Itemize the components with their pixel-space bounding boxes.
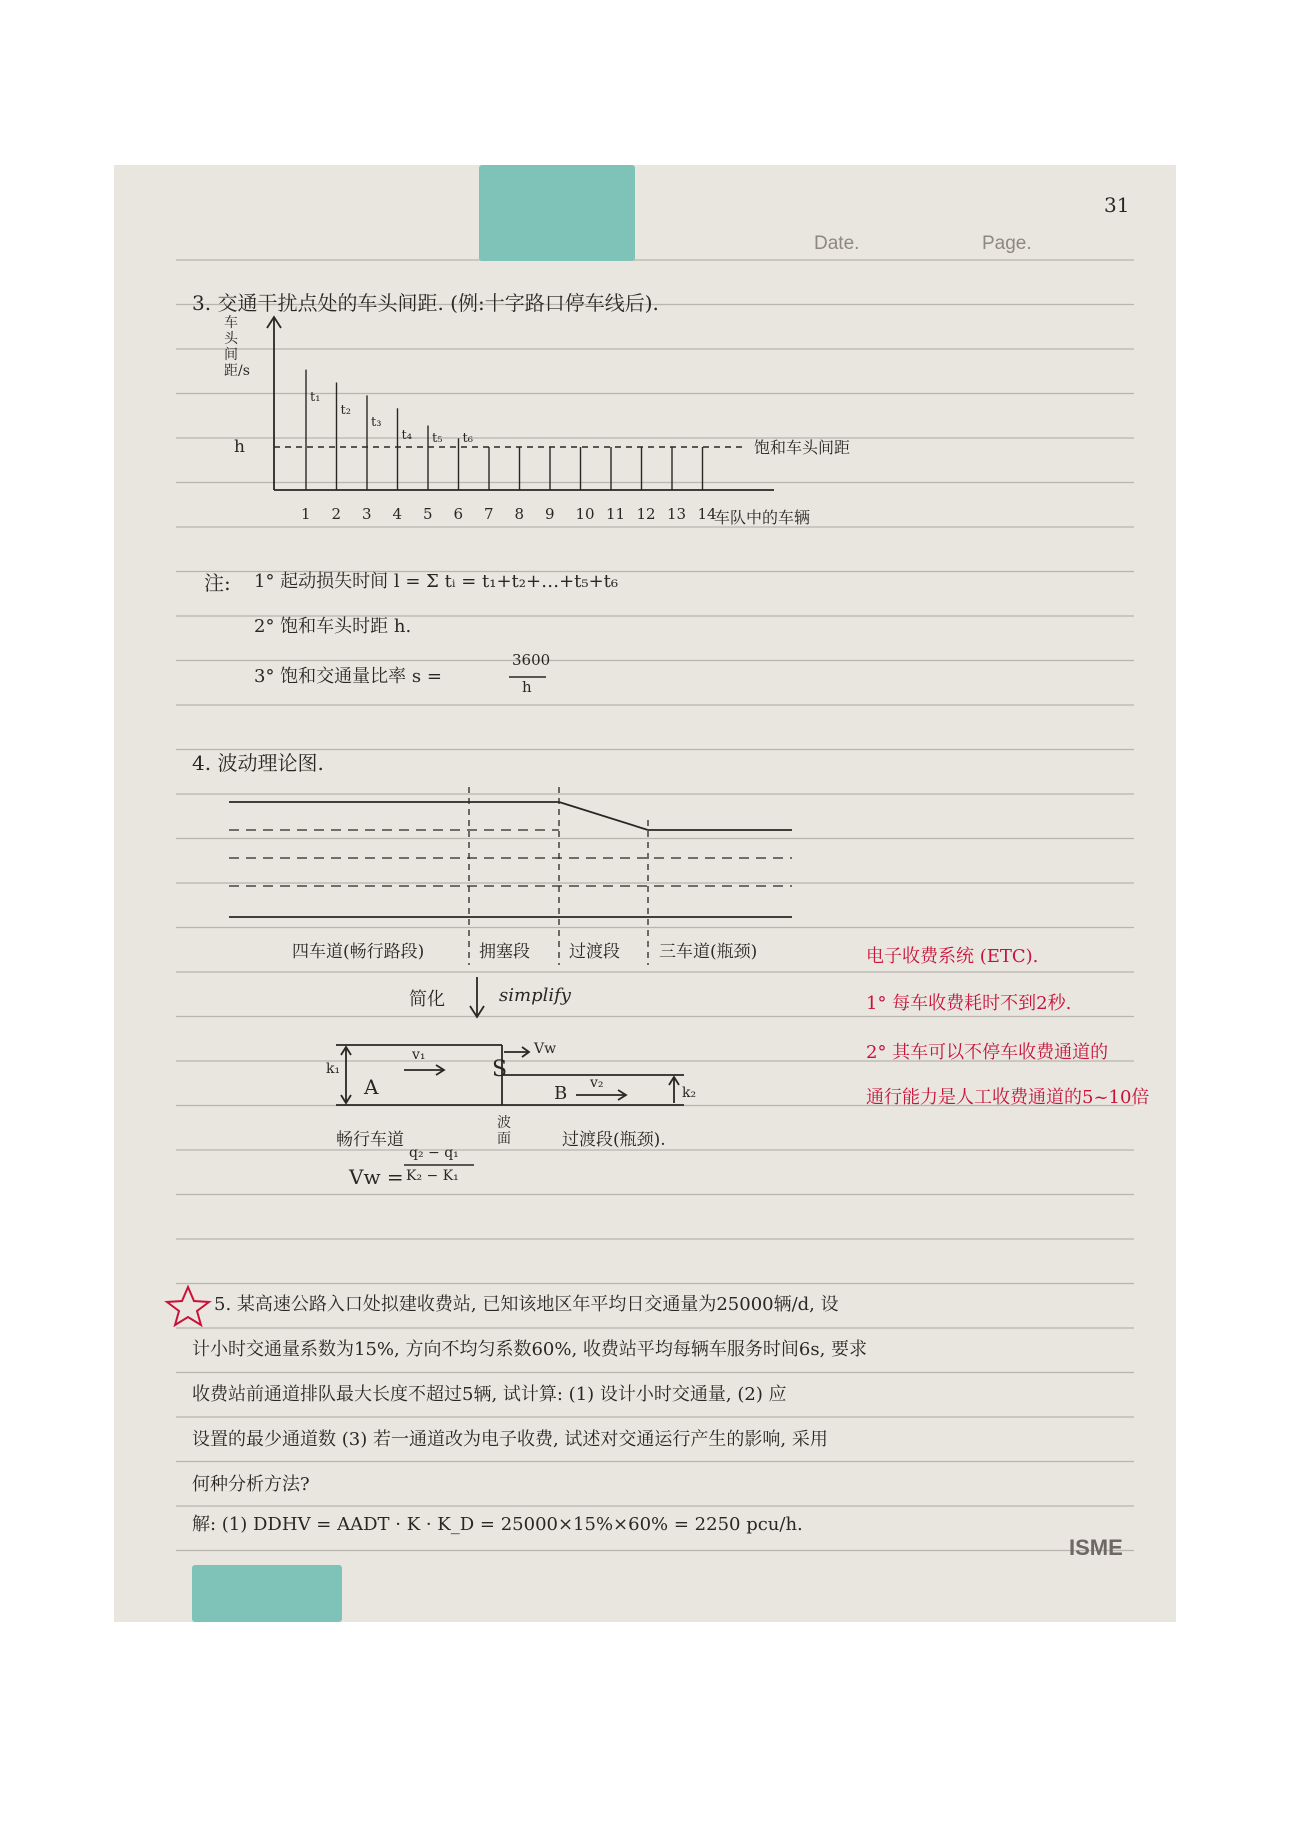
- simplify-cn: 简化: [409, 989, 445, 1010]
- segment-transition: 过渡段: [569, 942, 620, 962]
- star-marker: [167, 1287, 209, 1325]
- x-tick-3: 3: [362, 505, 372, 523]
- segment-four-lane: 四车道(畅行路段): [292, 942, 425, 962]
- x-tick-12: 12: [636, 505, 656, 523]
- vw-label: Vw: [534, 1041, 557, 1057]
- x-tick-1: 1: [301, 505, 311, 523]
- x-tick-13: 13: [667, 505, 687, 523]
- x-tick-11: 11: [606, 505, 626, 523]
- v2-label: v₂: [590, 1075, 604, 1091]
- section4-title: 4. 波动理论图.: [192, 751, 324, 775]
- t-label-4: t₄: [401, 428, 412, 444]
- note-1: 1° 起动损失时间 l = Σ tᵢ = t₁+t₂+…+t₅+t₆: [254, 571, 619, 592]
- binder-clip-bottom: [192, 1565, 342, 1622]
- caption-wave-front: 波面: [497, 1115, 511, 1147]
- k1-label: k₁: [326, 1061, 341, 1077]
- vw-formula-lhs: Vw =: [349, 1165, 404, 1189]
- y-axis-label: 车头间距/s: [224, 315, 250, 379]
- note-2: 2° 饱和车头时距 h.: [254, 616, 412, 637]
- note-3-denominator: h: [522, 678, 532, 696]
- notebook-page: [114, 165, 1176, 1622]
- x-tick-4: 4: [392, 505, 403, 523]
- page-label: Page.: [982, 233, 1032, 254]
- x-axis-label: 车队中的车辆: [714, 508, 811, 527]
- region-a-label: A: [364, 1075, 379, 1099]
- h-label: h: [234, 437, 245, 457]
- notes-label: 注:: [204, 571, 231, 595]
- s-label: S: [492, 1057, 508, 1082]
- region-b-label: B: [554, 1083, 568, 1104]
- segment-three-lane: 三车道(瓶颈): [659, 942, 758, 962]
- problem-line-4: 设置的最少通道数 (3) 若一通道改为电子收费, 试述对交通运行产生的影响, 采用: [192, 1429, 828, 1450]
- caption-bottleneck: 过渡段(瓶颈).: [562, 1130, 666, 1150]
- x-tick-14: 14: [697, 505, 717, 523]
- t-label-1: t₁: [310, 389, 321, 405]
- page-number: 31: [1104, 193, 1130, 217]
- x-tick-9: 9: [545, 505, 555, 523]
- vw-formula-denominator: K₂ − K₁: [406, 1168, 459, 1184]
- x-tick-6: 6: [453, 505, 464, 523]
- x-tick-10: 10: [575, 505, 595, 523]
- binder-clip-top: [479, 165, 635, 261]
- wave-road-diagram: [229, 787, 792, 1017]
- segment-congested: 拥塞段: [479, 942, 530, 962]
- t-label-6: t₆: [462, 431, 473, 446]
- problem-line-5: 何种分析方法?: [192, 1474, 310, 1495]
- date-label: Date.: [814, 233, 860, 254]
- vw-formula-numerator: q₂ − q₁: [409, 1145, 459, 1161]
- caption-free-lane: 畅行车道: [336, 1130, 404, 1150]
- saturation-label: 饱和车头间距: [754, 438, 851, 457]
- t-label-3: t₃: [371, 415, 382, 431]
- etc-title: 电子收费系统 (ETC).: [866, 946, 1039, 967]
- simplified-wave-diagram: [336, 677, 684, 1165]
- brand-logo: ISME: [1069, 1535, 1123, 1560]
- x-tick-5: 5: [423, 505, 433, 523]
- etc-item-1: 1° 每车收费耗时不到2秒.: [866, 993, 1072, 1014]
- problem-line-2: 计小时交通量系数为15%, 方向不均匀系数60%, 收费站平均每辆车服务时间6s, 要求: [192, 1339, 868, 1360]
- section3-title: 3. 交通干扰点处的车头间距. (例:十字路口停车线后).: [192, 291, 659, 315]
- problem-line-1: 5. 某高速公路入口处拟建收费站, 已知该地区年平均日交通量为25000辆/d, 设: [214, 1294, 839, 1315]
- v1-label: v₁: [412, 1047, 426, 1063]
- solution-line: 解: (1) DDHV = AADT · K · K_D = 25000×15%×60% = 2250 pcu/h.: [192, 1514, 803, 1535]
- t-label-5: t₅: [432, 431, 443, 446]
- k2-label: k₂: [682, 1085, 697, 1101]
- x-tick-2: 2: [331, 505, 342, 523]
- t-label-2: t₂: [340, 402, 351, 418]
- etc-item-2b: 通行能力是人工收费通道的5~10倍: [866, 1087, 1150, 1108]
- simplify-en: simplify: [499, 985, 571, 1006]
- x-tick-8: 8: [514, 505, 525, 523]
- x-tick-7: 7: [484, 505, 494, 523]
- note-3-numerator: 3600: [512, 651, 551, 669]
- note-3: 3° 饱和交通量比率 s =: [254, 666, 442, 687]
- problem-line-3: 收费站前通道排队最大长度不超过5辆, 试计算: (1) 设计小时交通量, (2) 应: [192, 1384, 787, 1405]
- etc-item-2a: 2° 其车可以不停车收费通道的: [866, 1042, 1109, 1063]
